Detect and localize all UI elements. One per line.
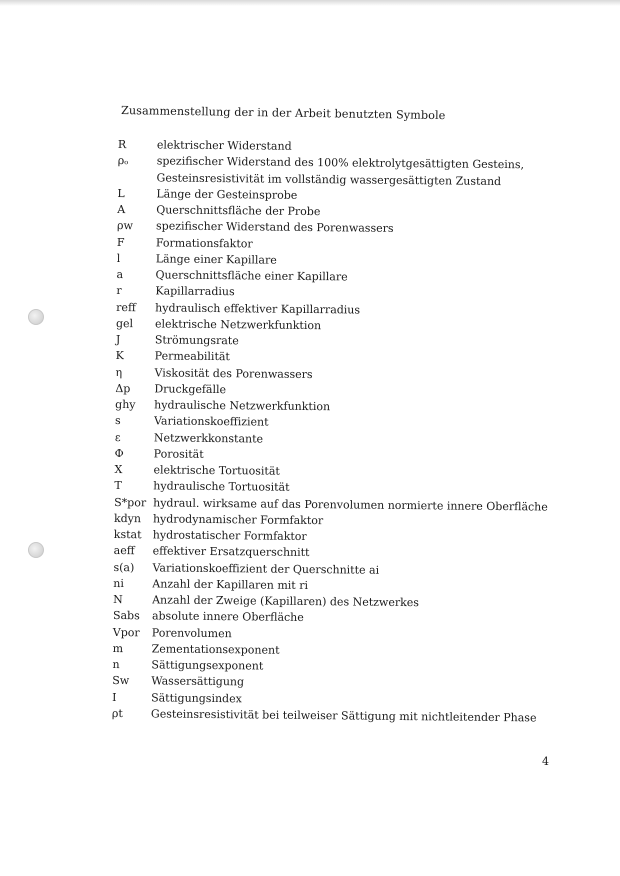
- symbol: ρₒ: [117, 154, 129, 168]
- symbol-description: hydraulisch effektiver Kapillarradius: [155, 300, 361, 317]
- symbol: ni: [113, 576, 125, 590]
- symbol-description: elektrischer Widerstand: [156, 138, 292, 153]
- symbol-description: spezifischer Widerstand des 100% elektrolytgesättigten Gesteins, Gesteinsresistivität im vollständig wassergesättigten Zustand: [156, 154, 525, 188]
- symbol: Vpor: [112, 625, 140, 639]
- symbol: L: [117, 186, 125, 200]
- symbol-description: Gesteinsresistivität bei teilweiser Sättigung mit nichtleitender Phase: [150, 707, 537, 725]
- symbol: K: [115, 349, 124, 363]
- symbol: Sabs: [112, 609, 140, 623]
- symbol: N: [113, 592, 123, 607]
- symbol-description: Druckgefälle: [154, 382, 227, 396]
- symbol-description: effektiver Ersatzquerschnitt: [152, 544, 310, 560]
- symbol: J: [115, 332, 121, 347]
- punch-hole: [28, 309, 44, 325]
- symbol: gel: [115, 316, 134, 330]
- symbol: X: [114, 462, 123, 477]
- symbol-description: spezifischer Widerstand des Porenwassers: [156, 219, 394, 236]
- symbol-description: elektrische Netzwerkfunktion: [154, 317, 322, 332]
- symbol-row: [117, 153, 557, 190]
- symbol: ρt: [111, 706, 123, 720]
- page-number: 4: [542, 755, 549, 768]
- symbol-description: Länge der Gesteinsprobe: [156, 187, 298, 202]
- symbol: Φ: [114, 446, 124, 460]
- symbol: A: [117, 202, 126, 217]
- symbol: l: [116, 251, 121, 265]
- symbol: Sw: [112, 674, 130, 688]
- symbol-description: hydrostatischer Formfaktor: [152, 528, 307, 543]
- symbol-description: Strömungsrate: [154, 333, 239, 348]
- symbol-description: Kapillarradius: [155, 284, 235, 299]
- symbol: m: [112, 641, 124, 655]
- symbol-row: [112, 706, 552, 727]
- symbol-description: Sättigungsindex: [151, 690, 242, 705]
- symbol-description: Anzahl der Kapillaren mit ri: [152, 577, 309, 592]
- symbol-description: Länge einer Kapillare: [155, 252, 277, 267]
- symbol: ε: [114, 430, 121, 444]
- symbol-description: Porosität: [153, 447, 204, 461]
- symbol: kstat: [113, 527, 142, 542]
- symbol: aeff: [113, 544, 135, 558]
- symbol: s: [114, 414, 121, 428]
- symbol-description: Variationskoeffizient der Querschnitte ai: [152, 560, 380, 577]
- symbol: reff: [116, 300, 136, 314]
- symbol: T: [114, 479, 122, 493]
- page-edge: [0, 0, 620, 6]
- symbol-description: Variationskoeffizient: [153, 414, 269, 429]
- symbol: R: [117, 137, 127, 152]
- symbol-list: [112, 137, 558, 727]
- page-heading: Zusammenstellung der in der Arbeit benutzten Symbole: [120, 104, 446, 123]
- symbol-description: hydrodynamischer Formfaktor: [152, 512, 324, 527]
- symbol: F: [116, 235, 125, 249]
- symbol: kdyn: [113, 511, 142, 526]
- symbol-description: hydraulische Tortuosität: [153, 479, 290, 495]
- symbol-description: elektrische Tortuosität: [153, 463, 280, 478]
- symbol: n: [112, 657, 120, 672]
- symbol: ρw: [117, 219, 134, 233]
- symbol-description: hydraulische Netzwerkfunktion: [154, 398, 331, 414]
- symbol: Δp: [115, 381, 131, 395]
- punch-hole: [28, 542, 44, 558]
- symbol-description: Querschnittsfläche der Probe: [156, 203, 321, 219]
- symbol-description: Sättigungsexponent: [151, 658, 264, 673]
- symbol-description: Querschnittsfläche einer Kapillare: [155, 268, 348, 284]
- symbol-description: Netzwerkkonstante: [153, 430, 264, 446]
- symbol-description: Anzahl der Zweige (Kapillaren) des Netzwerkes: [152, 593, 420, 610]
- symbol-description: Permeabilität: [154, 349, 230, 364]
- symbol-description: Porenvolumen: [151, 625, 232, 640]
- symbol-description: Zementationsexponent: [151, 642, 280, 657]
- symbol: s(a): [113, 560, 135, 574]
- symbol: I: [112, 690, 117, 704]
- symbol-description: Wassersättigung: [151, 674, 245, 689]
- symbol-description: hydraul. wirksame auf das Porenvolumen normierte innere Oberfläche: [153, 495, 548, 514]
- symbol-description: absolute innere Oberfläche: [151, 609, 304, 625]
- symbol: ghy: [115, 397, 136, 412]
- symbol: a: [116, 267, 124, 282]
- symbol: η: [115, 365, 123, 379]
- symbol: S*por: [114, 495, 147, 509]
- symbol-description: Formationsfaktor: [155, 235, 253, 250]
- symbol-description: Viskosität des Porenwassers: [154, 365, 313, 381]
- symbol: r: [116, 284, 122, 298]
